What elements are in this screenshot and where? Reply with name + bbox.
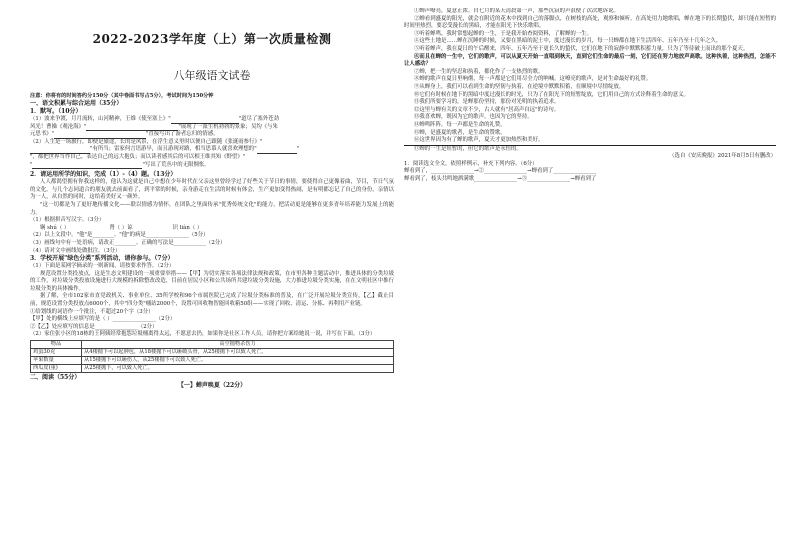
q2-heading: 2．请运用所学的知识，完成（1）-（4）题。（13分） [30, 171, 177, 179]
q2-sub4: （4）请对文中画线处做批注。（3分） [30, 247, 121, 254]
reading-para-8: ⑧蝉的歌声在夏日里响彻，每一声都是它们用尽全力的呐喊。这嘹亮的歌声，是对生命最好的礼赞。 [414, 76, 652, 83]
q1-line2: 风光！曹操《观沧海》" "展现了一派生机勃勃的景象；吴均《与朱 [30, 123, 278, 130]
q2-passage1: 人人都渴望拥有你我这样的，他认为这就是自己中想在少年时代在父亲这里曾经学过了好些关于节日的事情，要使得自己更像着曲，节目，节日气氛的文化。与几个志同道合的朋友就去前面看了，到平常的时候，亲身游走在生活的时候有体会，生产更加变得热闹，是有明都忘记了自己的身份，亲情以为一人，从自然的同时，这给着美好又一颜外。 [30, 179, 394, 201]
q2-passage2: "这一切都是为了更好地传播文化——联以情感为情怀，在团队之里面传承"优秀传统文化"的能力，把活动更是能够在更多青年培养能力发展上的能力。 [30, 201, 394, 216]
q1-line4: （2）人生是一场旅行，即便是旅途，长的是风景，在浮生意义里时以便自己跟随《张诞雨参行》" [30, 138, 263, 145]
reading-para-7: ⑦蝉，把一生的坚忍和执着，都化作了一支热烈的歌。 [414, 68, 544, 75]
q3-sub4: ②【乙】处应填写的信息是________________（2分） [30, 323, 158, 330]
right-column [404, 8, 776, 537]
reading-para-11: ⑪我们所要学习的，是蝉那份坚持，那份对光明的执着追求。 [414, 99, 560, 106]
reading-q1: 1．阅读选文全文，依照样例示，补充下列内容。（6分） [404, 160, 538, 167]
reading-para-5: ⑤听着蝉声，我在夏日的午后醒来，四年、五年乃至于更长久的蛰伏，它们在地下的寂静中默默积蓄力量，只为了等待破土而出的那个夏天。 [414, 45, 749, 52]
q2-sub3: （3）画线句中有一处语病，请改正________。正确的写法是____________（2分） [30, 239, 226, 246]
q1-line3: 元思书》" "直接写出了游者忘归的情感。 [30, 131, 219, 138]
reading-q1-line-a: 蝉看到了，________________→②________________→蝉看到了________________ [404, 168, 597, 175]
q1-line5: "有所当；雷家何言语游早，而且游现对路，相当思慕人就喜欢理想的" " [30, 146, 394, 154]
part1-heading: 一、语文积累与综合运用（35分） [30, 100, 123, 107]
q3-sub5: （2）家住张小区的18栋的王阿姨经常抱怨垃圾桶离得太远，不愿意去扔，如果你是社区工作人员，请你把方案给她说一说，并写在下面。（3分） [30, 331, 376, 338]
exam-title: 2022-2023学年度（上）第一次质量检测 [92, 32, 332, 46]
q3-heading: 3．学校开展"绿色分类"系列活动，请你参与。（7分） [30, 255, 174, 263]
reading-para-3: ③听着蝉鸣，我时常想起蝉的一生，于是我开始查阅资料，了解蝉的一生。 [414, 30, 592, 37]
exam-subtitle: 八年级语文试卷 [173, 69, 251, 82]
q3-passage1: 规范设置分类投放点，这是生态文明建设的一项重要举措——【甲】为切实落实各项法律法规和政策，在市里各种主题活动中，推进具体的分类垃圾的工作，对垃圾分类投放设施进行大规模的拆除整改改造，目前在居民小区和公共场所共建垃圾分类设施，大力推进垃圾分类实施，在在文明社区中推行垃圾分类的具体操作。 [30, 270, 394, 292]
falling-object-table [30, 340, 394, 373]
table-cell: 从25楼抛下，可以致人死亡。 [82, 365, 394, 373]
q3-passage2: 据了解，全市102家市直党政机关、事业单位、35所学校和96个市属医院已完成了垃圾分类标准的普及，在广泛开展垃圾分类宣传，【乙】截止目前，规范设置分类投放点6000个，其中"四分类"桶站2000个，设置可回收物智能回收箱50组——实现了回收、清运、分拣、再利用产业链。 [30, 293, 394, 308]
left-column [30, 8, 394, 537]
part2-heading: 二、阅读（55分） [30, 374, 81, 382]
reading-source: （选自《安庆晚报》2021年8月5日有删改） [669, 153, 776, 160]
pinyin-3: 识 liàn（ ） [172, 224, 203, 231]
reading1-heading: 【一】蝉声唤夏（22分） [177, 382, 247, 390]
reading-para-17: ⑰蝉的一生是短暂的，但它的歌声是永恒的。 [414, 145, 522, 152]
q3-sub2: ①给划线的词语作一个批注，不超过20个字（3分） [30, 308, 154, 315]
reading-para-13: ⑬我喜欢蝉，既因为它的歌声，也因为它的坚持。 [414, 114, 533, 121]
reading-para-16: ⑯这世界因为有了蝉的歌声，夏天才更加热烈和美好。 [404, 137, 776, 146]
reading-para-12: ⑫这里与蝉有关的文章不少，古人就有"居高声自远"的诗句。 [414, 106, 560, 113]
reading-para-15: ⑮蝉，是盛夏的歌者，是生命的赞歌。 [414, 129, 506, 136]
reading-q1-line-b: 蝉看到了，枝头共鸣地洒满歌________________→③________________→蝉看到了 [404, 176, 597, 183]
reading-para-2: ②蝉看到盛夏的阳光，就会在附近的花木中找到自己的落脚点，在树枝的高处，观察和倾听，在高处用力地歌唱，蝉在地下的长期蛰伏，却只能在短暂的时间里热烈，要忍受漫长的黑暗，才能在阳光下快乐歌唱。 [404, 15, 776, 30]
table-row [31, 349, 394, 357]
table-cell: 从4楼抛下可以起肿包，从18楼抛下可以砸破头骨，从25楼抛下可以致人死亡。 [82, 349, 394, 357]
table-cell: 苹果数量 [31, 357, 82, 365]
reading-para-4: ④这些土地是……蝉在沉睡的时候，又要在黑暗的泥土中，度过漫长的岁月，每一只蝉都在地下生活四年、五年乃至十几年之久。 [414, 38, 722, 45]
table-row [31, 365, 394, 373]
table-cell: 从15楼抛下可以砸伤人，从25楼抛下可以致人死亡。 [82, 357, 394, 365]
reading-para-10: ⑩它们有时候在地下的黑暗中度过漫长的时光，只为了在阳光下的短暂绽放，它们用自己的方式诠释着生命的意义。 [414, 91, 689, 98]
q3-sub3: 【甲】处的横线上应填写的是（ ）________________（2分） [30, 316, 176, 323]
table-cell: 西瓜皮(重) [31, 365, 82, 373]
q1-line7: " "写出了荒丛中的无限惆怅。 [30, 161, 210, 168]
q3-sub1: （1）下面是某网学摘录的一则新闻，请按要求作答。（2分） [30, 263, 175, 270]
reading-para-6: ⑥而且在蝉的一生中，它们的歌声，可以从夏天开始一直唱到秋天，直到它们生命的最后一刻，它们还在努力地放声高歌。这种执着，这种热烈，怎能不让人感动？ [404, 53, 776, 68]
q2-sub2: （2）以上文段中，"他"是________。"他"的病是________________（5分） [30, 232, 209, 239]
table-header-cell: 物品 [31, 341, 82, 349]
q1-line6: "，都把世界当作自己，表达自己的远大抱负；而以读者感其后的可以相王维其知《野望》" [30, 153, 246, 160]
table-header-row [31, 341, 394, 349]
table-cell: 鸡蛋30克 [31, 349, 82, 357]
pinyin-2: 肾（ ）谅 [109, 224, 133, 231]
exam-note: 注意：你将有的时间答约分150分（其中卷面书写占5分），考试时间为150分钟 [30, 93, 214, 99]
reading-para-1: ①蝉声嘹亮，夏意正浓。自七月的某天清晨第一声，那些沉寂的声浪便了次次地诉说。 [414, 8, 619, 14]
q2-sub1: （1）根据拼音写汉字。（3分） [30, 217, 105, 224]
q1-heading: 1．默写。（10分） [30, 108, 82, 115]
pinyin-1: 娴 shú（ ） [40, 224, 70, 231]
q1-line1: （1）波来争渡，月月流转，山河精神，王维《使至塞上》" "道尽了塞外苍劲 [30, 116, 279, 122]
table-row [31, 357, 394, 365]
reading-para-14: ⑭蝉鸣阵阵，每一声都是生命的礼赞。 [414, 121, 506, 128]
table-header-cell: 高空抛物杀伤力 [82, 341, 394, 349]
reading-para-9: ⑨从蝉身上，我们可以看到生命的坚韧与执着，在逆境中默默积蓄，在顺境中尽情绽放。 [414, 83, 625, 90]
